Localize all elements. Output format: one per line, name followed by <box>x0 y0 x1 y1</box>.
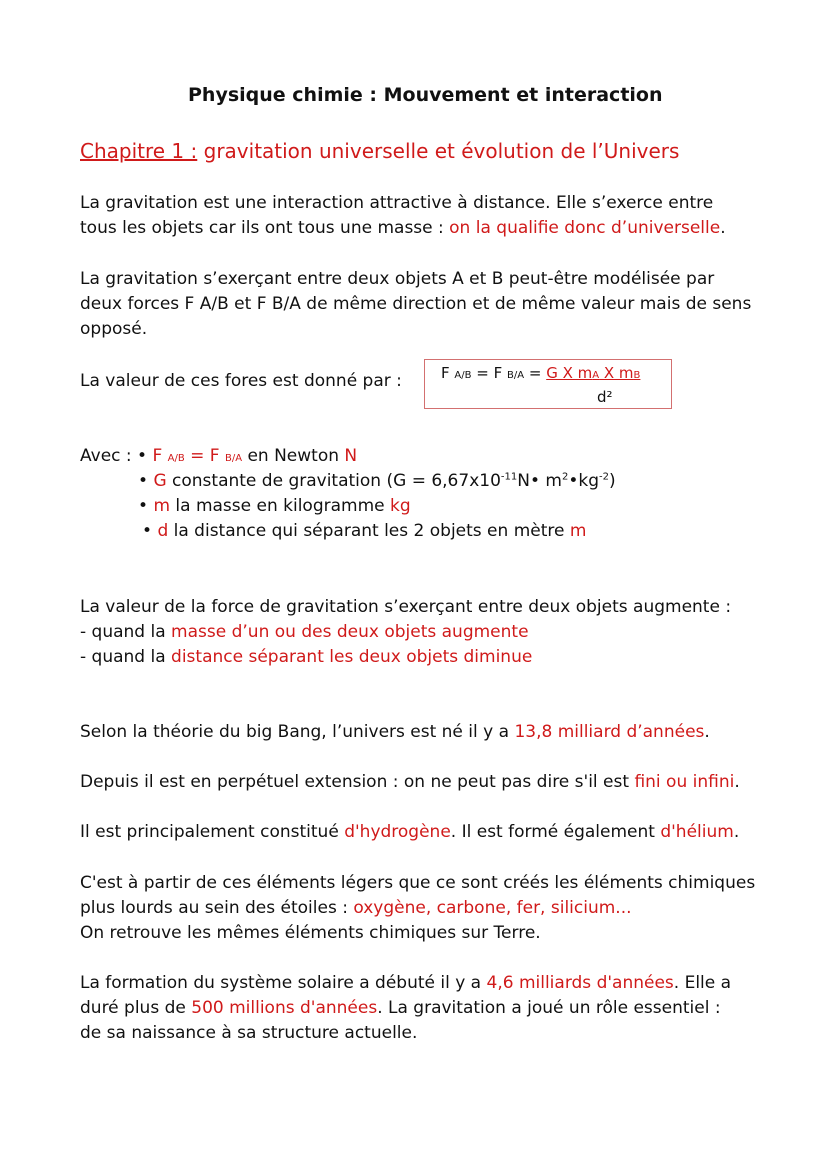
avec-label: Avec : • <box>80 446 153 466</box>
avec-g: • G constante de gravitation ($G = 6,67x10^{-11}N•$ $m^2•kg^{-2}$) <box>138 471 616 491</box>
p1-text: tous les objets car ils ont tous une masse : <box>80 218 450 238</box>
avec-d: • d la distance qui séparant les 2 objets en mètre m <box>142 521 587 541</box>
p8-line3: de sa naissance à sa structure actuelle. <box>80 1023 418 1043</box>
p3-line1: La valeur de la force de gravitation s’exerçant entre deux objets augmente : <box>80 597 732 617</box>
p3-line2: - quand la masse d’un ou des deux objets augmente <box>80 622 529 642</box>
p1-end: . <box>720 218 726 238</box>
formula-numerator: G X mA X mB <box>546 364 641 382</box>
p3-line3: - quand la distance séparant les deux objets diminue <box>80 647 533 667</box>
formula-eq2: = <box>524 364 547 382</box>
avec-m: • m la masse en kilogramme kg <box>138 496 411 516</box>
p1-highlight: on la qualifie donc d’universelle <box>449 218 721 238</box>
formula-denominator: d² <box>597 388 613 406</box>
formula-sub-ba: B/A <box>507 370 525 381</box>
chapter-heading <box>80 139 679 163</box>
page-title: Physique chimie : Mouvement et interaction <box>188 84 663 106</box>
p2-line1: La gravitation s’exerçant entre deux objets A et B peut-être modélisée par <box>80 269 715 289</box>
p8-line1: La formation du système solaire a débuté il y a 4,6 milliards d'années. Elle a <box>80 973 732 993</box>
chapter-label: Chapitre 1 : <box>80 139 198 163</box>
p7-line1: C'est à partir de ces éléments légers que ce sont créés les éléments chimiques <box>80 873 756 893</box>
p1-line2 <box>80 218 726 238</box>
formula-f: F <box>441 364 450 382</box>
p8-line2: duré plus de 500 millions d'années. La gravitation a joué un rôle essentiel : <box>80 998 721 1018</box>
p4-line: Selon la théorie du big Bang, l’univers est né il y a 13,8 milliard d’années. <box>80 722 710 742</box>
p1-line1: La gravitation est une interaction attractive à distance. Elle s’exerce entre <box>80 193 714 213</box>
p6-line: Il est principalement constitué d'hydrogène. Il est formé également d'hélium. <box>80 822 740 842</box>
chapter-text: gravitation universelle et évolution de l’Univers <box>197 139 680 163</box>
p2-line3: opposé. <box>80 319 148 339</box>
formula-line <box>441 364 640 382</box>
p2-line2: deux forces F A/B et F B/A de même direction et de même valeur mais de sens <box>80 294 752 314</box>
p5-line: Depuis il est en perpétuel extension : on ne peut pas dire s'il est fini ou infini. <box>80 772 740 792</box>
p7-line3: On retrouve les mêmes éléments chimiques sur Terre. <box>80 923 541 943</box>
formula-eq: = F <box>471 364 508 382</box>
formula-intro: La valeur de ces fores est donné par : <box>80 371 402 391</box>
avec-force: Avec : • F A/B = F B/A en Newton N <box>80 446 358 466</box>
formula-sub-ab: A/B <box>454 370 472 381</box>
p7-line2: plus lourds au sein des étoiles : oxygène, carbone, fer, silicium... <box>80 898 632 918</box>
